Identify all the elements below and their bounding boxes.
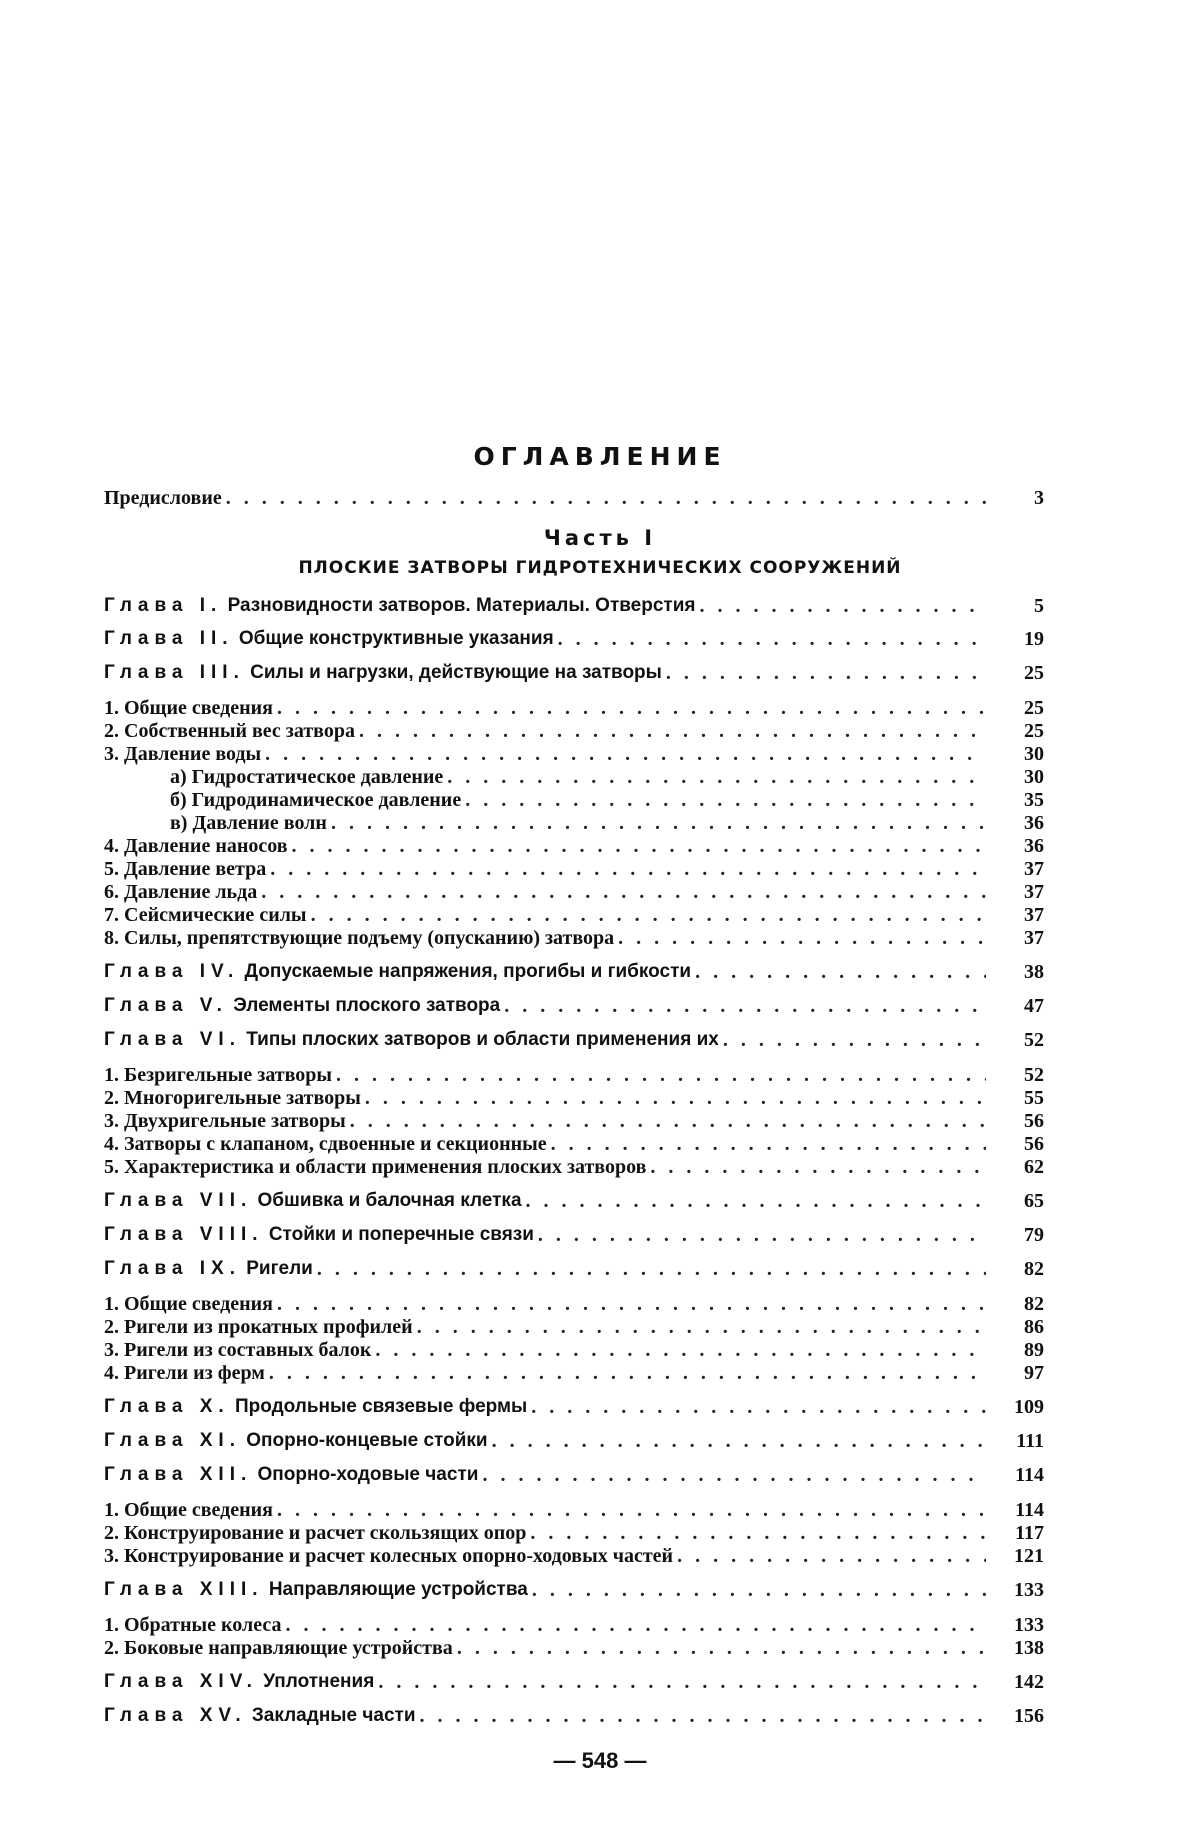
toc-entry-title: 6. Давление льда xyxy=(104,881,258,903)
dot-leader xyxy=(618,926,986,950)
toc-entry-title: 7. Сейсмические силы xyxy=(104,904,307,926)
toc-section-entry xyxy=(104,1155,1044,1179)
toc-entry-title: 4. Давление наносов xyxy=(104,835,288,857)
toc-page-number: 56 xyxy=(1024,1133,1044,1155)
toc-page-number: 109 xyxy=(1014,1396,1044,1418)
toc-entry-title: 2. Собственный вес затвора xyxy=(104,720,355,742)
chapter-label: Глава II. xyxy=(104,628,234,649)
toc-preface-entry xyxy=(104,486,1044,510)
chapter-label: Глава VII. xyxy=(104,1190,253,1211)
toc-page-number: 79 xyxy=(1024,1224,1044,1246)
chapter-title: Опорно-ходовые части xyxy=(257,1464,479,1485)
toc-page-number: 3 xyxy=(1034,487,1044,509)
dot-leader xyxy=(317,1257,986,1281)
toc-page-number: 82 xyxy=(1024,1293,1044,1315)
dot-leader xyxy=(558,627,986,651)
toc-entry-title xyxy=(104,960,691,984)
dot-leader xyxy=(285,1613,986,1637)
dot-leader xyxy=(492,1429,986,1453)
chapter-label: Глава XII. xyxy=(104,1464,253,1485)
dot-leader xyxy=(723,1028,986,1052)
chapter-title: Разновидности затворов. Материалы. Отверстия xyxy=(227,595,696,616)
chapter-label: Глава VIII. xyxy=(104,1224,264,1245)
toc-page-number: 156 xyxy=(1014,1705,1044,1727)
toc-subsection-entry xyxy=(104,788,1044,812)
toc-chapter-entry xyxy=(104,1463,1044,1487)
toc-chapter-entry xyxy=(104,994,1044,1018)
toc-chapter-entry xyxy=(104,661,1044,685)
dot-leader xyxy=(269,1361,986,1385)
toc-section-entry xyxy=(104,1292,1044,1316)
toc-page-number: 37 xyxy=(1024,904,1044,926)
toc-entry-title xyxy=(104,1395,527,1419)
toc-chapter-entry xyxy=(104,594,1044,618)
toc-entry-title xyxy=(104,1257,313,1281)
toc-entry-title: 4. Ригели из ферм xyxy=(104,1362,265,1384)
toc-page-number: 55 xyxy=(1024,1087,1044,1109)
toc-section-entry xyxy=(104,903,1044,927)
dot-leader xyxy=(277,1292,986,1316)
toc-page-number: 114 xyxy=(1015,1464,1044,1486)
chapter-label: Глава XIV. xyxy=(104,1671,258,1692)
toc-entry-title: 3. Двухригельные затворы xyxy=(104,1110,346,1132)
chapter-title: Уплотнения xyxy=(263,1671,375,1692)
toc-page-number: 35 xyxy=(1024,789,1044,811)
toc-section-entry xyxy=(104,1361,1044,1385)
toc-section-entry xyxy=(104,834,1044,858)
toc-entry-title xyxy=(104,627,554,651)
toc-section-entry xyxy=(104,742,1044,766)
chapter-label: Глава III. xyxy=(104,662,245,683)
toc-section-entry xyxy=(104,880,1044,904)
toc-page-number: 133 xyxy=(1014,1614,1044,1636)
page-number-footer: — 548 — xyxy=(553,1748,647,1773)
chapter-label: Глава I. xyxy=(104,595,223,616)
toc-entry-title: 1. Обратные колеса xyxy=(104,1614,282,1636)
toc-section-entry xyxy=(104,1086,1044,1110)
chapter-title: Направляющие устройства xyxy=(268,1579,528,1600)
dot-leader xyxy=(677,1544,986,1568)
toc-chapter-entry xyxy=(104,1028,1044,1052)
chapter-title: Ригели xyxy=(246,1258,313,1279)
toc-page-number: 36 xyxy=(1024,812,1044,834)
toc-chapter-entry xyxy=(104,1704,1044,1728)
dot-leader xyxy=(359,719,986,743)
dot-leader xyxy=(311,903,986,927)
chapter-title: Закладные части xyxy=(251,1705,416,1726)
toc-page-number: 97 xyxy=(1024,1362,1044,1384)
toc-page-number: 52 xyxy=(1024,1064,1044,1086)
toc-entry-title xyxy=(104,594,696,618)
toc-page-number: 114 xyxy=(1015,1499,1044,1521)
toc-page-number: 89 xyxy=(1024,1339,1044,1361)
toc-page-number: 36 xyxy=(1024,835,1044,857)
toc-section-entry xyxy=(104,1132,1044,1156)
toc-entry-title: 5. Давление ветра xyxy=(104,858,267,880)
chapter-label: Глава V. xyxy=(104,995,228,1016)
toc-section-entry xyxy=(104,696,1044,720)
toc-entry-title: 3. Конструирование и расчет колесных опорно-ходовых частей xyxy=(104,1545,674,1567)
dot-leader xyxy=(447,765,986,789)
dot-leader xyxy=(331,811,986,835)
toc-chapter-entry xyxy=(104,1395,1044,1419)
toc-entry-title: 3. Ригели из составных балок xyxy=(104,1339,372,1361)
toc-section-entry xyxy=(104,1063,1044,1087)
toc-entry-title: 3. Давление воды xyxy=(104,743,262,765)
dot-leader xyxy=(292,834,986,858)
toc-section-entry xyxy=(104,1315,1044,1339)
toc-chapter-entry xyxy=(104,1578,1044,1602)
toc-entry-title: 1. Общие сведения xyxy=(104,1293,273,1315)
toc-chapter-entry xyxy=(104,1429,1044,1453)
toc-page-number: 25 xyxy=(1024,662,1044,684)
toc-entry-title: 2. Многоригельные затворы xyxy=(104,1087,361,1109)
toc-chapter-entry xyxy=(104,960,1044,984)
dot-leader xyxy=(531,1395,986,1419)
chapter-label: Глава IX. xyxy=(104,1258,241,1279)
dot-leader xyxy=(482,1463,986,1487)
dot-leader xyxy=(420,1704,986,1728)
toc-chapter-entry xyxy=(104,627,1044,651)
toc-entry-title xyxy=(104,1578,528,1602)
dot-leader xyxy=(277,1498,986,1522)
toc-section-entry xyxy=(104,1613,1044,1637)
toc-entry-title xyxy=(104,1028,719,1052)
chapter-label: Глава XIII. xyxy=(104,1579,264,1600)
toc-page-number: 62 xyxy=(1024,1156,1044,1178)
toc-entry-title xyxy=(104,994,500,1018)
chapter-label: Глава XI. xyxy=(104,1430,241,1451)
dot-leader xyxy=(530,1521,986,1545)
chapter-title: Общие конструктивные указания xyxy=(238,628,554,649)
part-subtitle: ПЛОСКИЕ ЗАТВОРЫ ГИДРОТЕХНИЧЕСКИХ СООРУЖЕНИЙ xyxy=(298,558,902,578)
dot-leader xyxy=(538,1223,986,1247)
chapter-title: Продольные связевые фермы xyxy=(234,1396,528,1417)
toc-page-number: 19 xyxy=(1024,628,1044,650)
dot-leader xyxy=(265,742,986,766)
toc-page-number: 37 xyxy=(1024,881,1044,903)
dot-leader xyxy=(417,1315,986,1339)
dot-leader xyxy=(465,788,986,812)
dot-leader xyxy=(375,1338,986,1362)
toc-entry-title: б) Гидродинамическое давление xyxy=(170,789,462,811)
toc-page-number: 86 xyxy=(1024,1316,1044,1338)
toc-section-entry xyxy=(104,1498,1044,1522)
toc-section-entry xyxy=(104,719,1044,743)
toc-entry-title: а) Гидростатическое давление xyxy=(170,766,444,788)
dot-leader xyxy=(226,486,986,510)
chapter-title: Обшивка и балочная клетка xyxy=(257,1190,522,1211)
dot-leader xyxy=(336,1063,986,1087)
chapter-title: Допускаемые напряжения, прогибы и гибкости xyxy=(244,961,692,982)
toc-entry-title: 1. Общие сведения xyxy=(104,697,273,719)
toc-entry-title xyxy=(104,661,662,685)
toc-chapter-entry xyxy=(104,1223,1044,1247)
toc-subsection-entry xyxy=(104,811,1044,835)
dot-leader xyxy=(700,594,987,618)
toc-page-number: 121 xyxy=(1014,1545,1044,1567)
dot-leader xyxy=(457,1636,986,1660)
toc-page-number: 65 xyxy=(1024,1190,1044,1212)
toc-page-number: 138 xyxy=(1014,1637,1044,1659)
dot-leader xyxy=(504,994,986,1018)
toc-section-entry xyxy=(104,1338,1044,1362)
toc-chapter-entry xyxy=(104,1257,1044,1281)
toc-page-number: 38 xyxy=(1024,961,1044,983)
toc-entry-title: в) Давление волн xyxy=(170,812,327,834)
chapter-title: Опорно-концевые стойки xyxy=(246,1430,488,1451)
toc-page-number: 56 xyxy=(1024,1110,1044,1132)
dot-leader xyxy=(378,1670,986,1694)
toc-page-number: 25 xyxy=(1024,697,1044,719)
chapter-label: Глава IV. xyxy=(104,961,240,982)
dot-leader xyxy=(695,960,986,984)
dot-leader xyxy=(261,880,986,904)
toc-entry-title xyxy=(104,1429,488,1453)
toc-page-number: 30 xyxy=(1024,766,1044,788)
dot-leader xyxy=(277,696,986,720)
toc-page-number: 117 xyxy=(1015,1522,1044,1544)
toc-page-number: 37 xyxy=(1024,927,1044,949)
toc-section-entry xyxy=(104,1521,1044,1545)
toc-entry-title: 5. Характеристика и области применения плоских затворов xyxy=(104,1156,647,1178)
toc-entry-title: 2. Боковые направляющие устройства xyxy=(104,1637,453,1659)
toc-page-number: 5 xyxy=(1034,595,1044,617)
toc-page-number: 37 xyxy=(1024,858,1044,880)
toc-chapter-entry xyxy=(104,1189,1044,1213)
toc-subsection-entry xyxy=(104,765,1044,789)
toc-entry-title xyxy=(104,1189,522,1213)
toc-page-number: 30 xyxy=(1024,743,1044,765)
toc-entry-title: 1. Общие сведения xyxy=(104,1499,273,1521)
toc-chapter-entry xyxy=(104,1670,1044,1694)
toc-page-number: 25 xyxy=(1024,720,1044,742)
toc-entry-title xyxy=(104,1704,416,1728)
dot-leader xyxy=(666,661,986,685)
chapter-label: Глава XV. xyxy=(104,1705,247,1726)
dot-leader xyxy=(365,1086,986,1110)
chapter-title: Силы и нагрузки, действующие на затворы xyxy=(250,662,662,683)
toc-page-number: 47 xyxy=(1024,995,1044,1017)
toc-section-entry xyxy=(104,926,1044,950)
chapter-title: Элементы плоского затвора xyxy=(233,995,501,1016)
dot-leader xyxy=(350,1109,986,1133)
part-title: Часть I xyxy=(543,526,657,550)
dot-leader xyxy=(551,1132,986,1156)
toc-entry-title: 8. Силы, препятствующие подъему (опусканию) затвора xyxy=(104,927,615,949)
toc-section-entry xyxy=(104,1109,1044,1133)
chapter-title: Типы плоских затворов и области применения их xyxy=(246,1029,719,1050)
toc-entry-title xyxy=(104,1670,374,1694)
toc-entry-title: 4. Затворы с клапаном, сдвоенные и секционные xyxy=(104,1133,547,1155)
chapter-label: Глава VI. xyxy=(104,1029,241,1050)
chapter-title: Стойки и поперечные связи xyxy=(268,1224,534,1245)
toc-entry-title: Предисловие xyxy=(104,487,222,509)
dot-leader xyxy=(532,1578,986,1602)
toc-entry-title: 2. Ригели из прокатных профилей xyxy=(104,1316,413,1338)
dot-leader xyxy=(526,1189,986,1213)
toc-section-entry xyxy=(104,857,1044,881)
toc-page-number: 82 xyxy=(1024,1258,1044,1280)
toc-entry-title: 1. Безригельные затворы xyxy=(104,1064,333,1086)
page-title: ОГЛАВЛЕНИЕ xyxy=(473,442,727,471)
toc-entry-title: 2. Конструирование и расчет скользящих опор xyxy=(104,1522,527,1544)
toc-page-number: 52 xyxy=(1024,1029,1044,1051)
toc-section-entry xyxy=(104,1636,1044,1660)
dot-leader xyxy=(270,857,986,881)
toc-entry-title xyxy=(104,1223,534,1247)
toc-section-entry xyxy=(104,1544,1044,1568)
dot-leader xyxy=(650,1155,986,1179)
toc-entry-title xyxy=(104,1463,478,1487)
toc-page-number: 111 xyxy=(1016,1430,1044,1452)
toc-page-number: 133 xyxy=(1014,1579,1044,1601)
chapter-label: Глава X. xyxy=(104,1396,230,1417)
toc-page-number: 142 xyxy=(1014,1671,1044,1693)
